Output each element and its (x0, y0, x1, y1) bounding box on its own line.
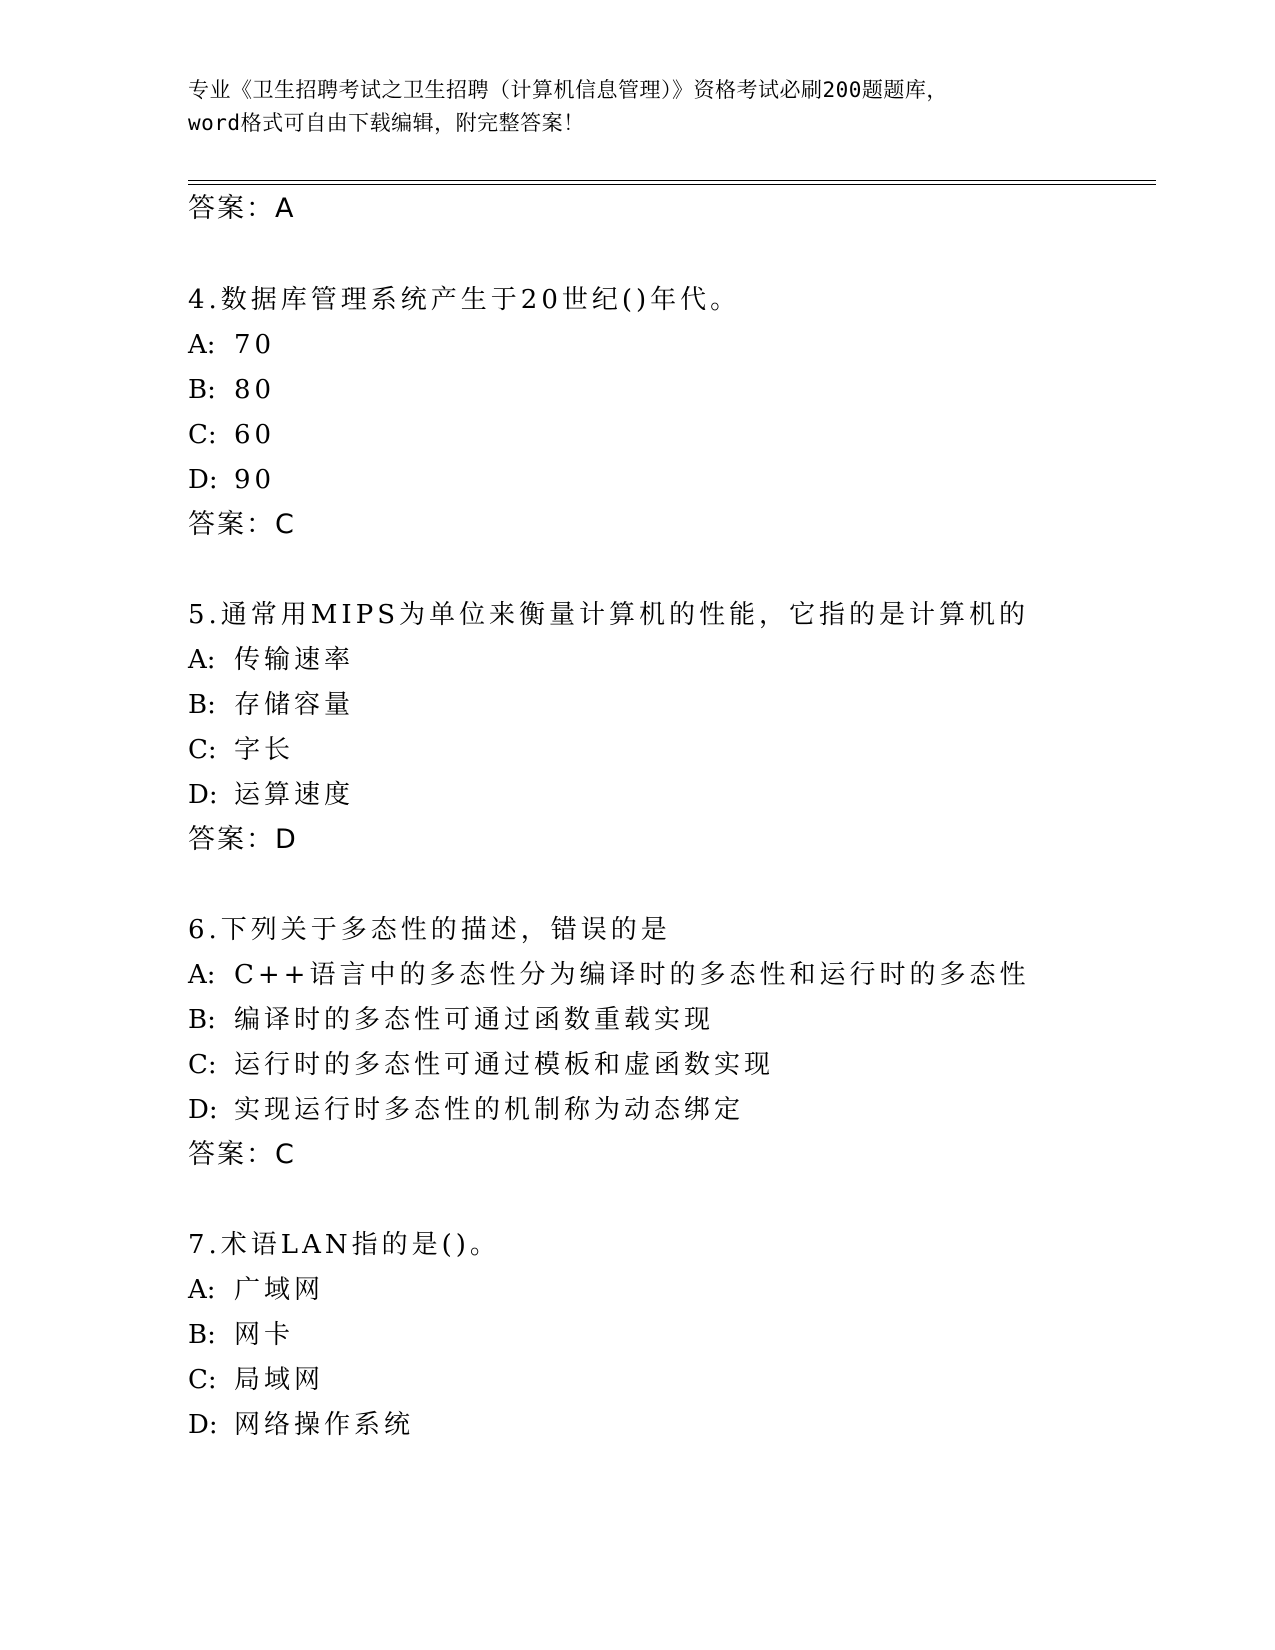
option-text: 70 (234, 330, 276, 360)
option-text: 广域网 (234, 1275, 325, 1305)
option-d (188, 465, 275, 495)
option-letter: A: (188, 330, 216, 360)
option-letter: A: (188, 645, 216, 675)
header-title-line-1: 专业《卫生招聘考试之卫生招聘（计算机信息管理）》资格考试必刷200题题库， (188, 78, 948, 102)
option-a (188, 1275, 324, 1305)
option-c (188, 420, 275, 450)
option-c (188, 1365, 324, 1395)
option-c (188, 1050, 774, 1080)
header-divider-bottom (188, 184, 1156, 185)
answer-line (188, 825, 297, 855)
option-d (188, 780, 354, 810)
option-text: 局域网 (234, 1365, 325, 1395)
option-letter: D: (188, 465, 218, 495)
question-stem: 5.通常用MIPS为单位来衡量计算机的性能，它指的是计算机的 (188, 600, 1030, 630)
answer-line (188, 194, 294, 224)
answer-label: 答案： (188, 1139, 275, 1170)
option-b (188, 690, 354, 720)
option-letter: C: (188, 735, 217, 765)
option-text: 字长 (234, 735, 295, 765)
option-letter: D: (188, 780, 218, 810)
answer-value: A (275, 193, 295, 224)
option-a (188, 960, 1029, 990)
option-a (188, 645, 354, 675)
option-letter: B: (188, 690, 216, 720)
question-stem: 7.术语LAN指的是()。 (188, 1230, 500, 1260)
document-header (188, 74, 1088, 140)
option-d (188, 1095, 744, 1125)
question-stem: 6.下列关于多态性的描述，错误的是 (188, 915, 671, 945)
option-letter: A: (188, 960, 216, 990)
option-text: 实现运行时多态性的机制称为动态绑定 (234, 1095, 745, 1125)
option-a (188, 330, 275, 360)
option-text: 运算速度 (234, 780, 355, 810)
answer-value: D (275, 824, 297, 855)
answer-label: 答案： (188, 193, 275, 224)
option-letter: C: (188, 1050, 217, 1080)
option-text: 网卡 (234, 1320, 295, 1350)
option-b (188, 1005, 714, 1035)
answer-label: 答案： (188, 509, 275, 540)
option-text: 60 (234, 420, 276, 450)
option-letter: C: (188, 420, 217, 450)
answer-line (188, 510, 295, 540)
option-text: 传输速率 (234, 645, 355, 675)
header-title-line-2: word格式可自由下载编辑，附完整答案！ (188, 111, 585, 135)
answer-value: C (275, 1139, 295, 1170)
answer-value: C (275, 509, 295, 540)
answer-label: 答案： (188, 824, 275, 855)
option-c (188, 735, 294, 765)
option-d (188, 1410, 414, 1440)
option-text: 网络操作系统 (234, 1410, 415, 1440)
option-text: 编译时的多态性可通过函数重载实现 (234, 1005, 715, 1035)
option-letter: D: (188, 1095, 218, 1125)
option-text: 80 (234, 375, 276, 405)
option-text: 运行时的多态性可通过模板和虚函数实现 (234, 1050, 775, 1080)
option-letter: D: (188, 1410, 218, 1440)
option-letter: B: (188, 1320, 216, 1350)
option-letter: A: (188, 1275, 216, 1305)
option-letter: B: (188, 1005, 216, 1035)
option-letter: C: (188, 1365, 217, 1395)
answer-line (188, 1140, 295, 1170)
option-text: 90 (234, 465, 276, 495)
header-divider-top (188, 180, 1156, 181)
option-letter: B: (188, 375, 216, 405)
option-b (188, 1320, 294, 1350)
question-stem: 4.数据库管理系统产生于20世纪()年代。 (188, 285, 741, 315)
option-text: 存储容量 (234, 690, 355, 720)
option-b (188, 375, 275, 405)
option-text: C++语言中的多态性分为编译时的多态性和运行时的多态性 (234, 960, 1030, 990)
